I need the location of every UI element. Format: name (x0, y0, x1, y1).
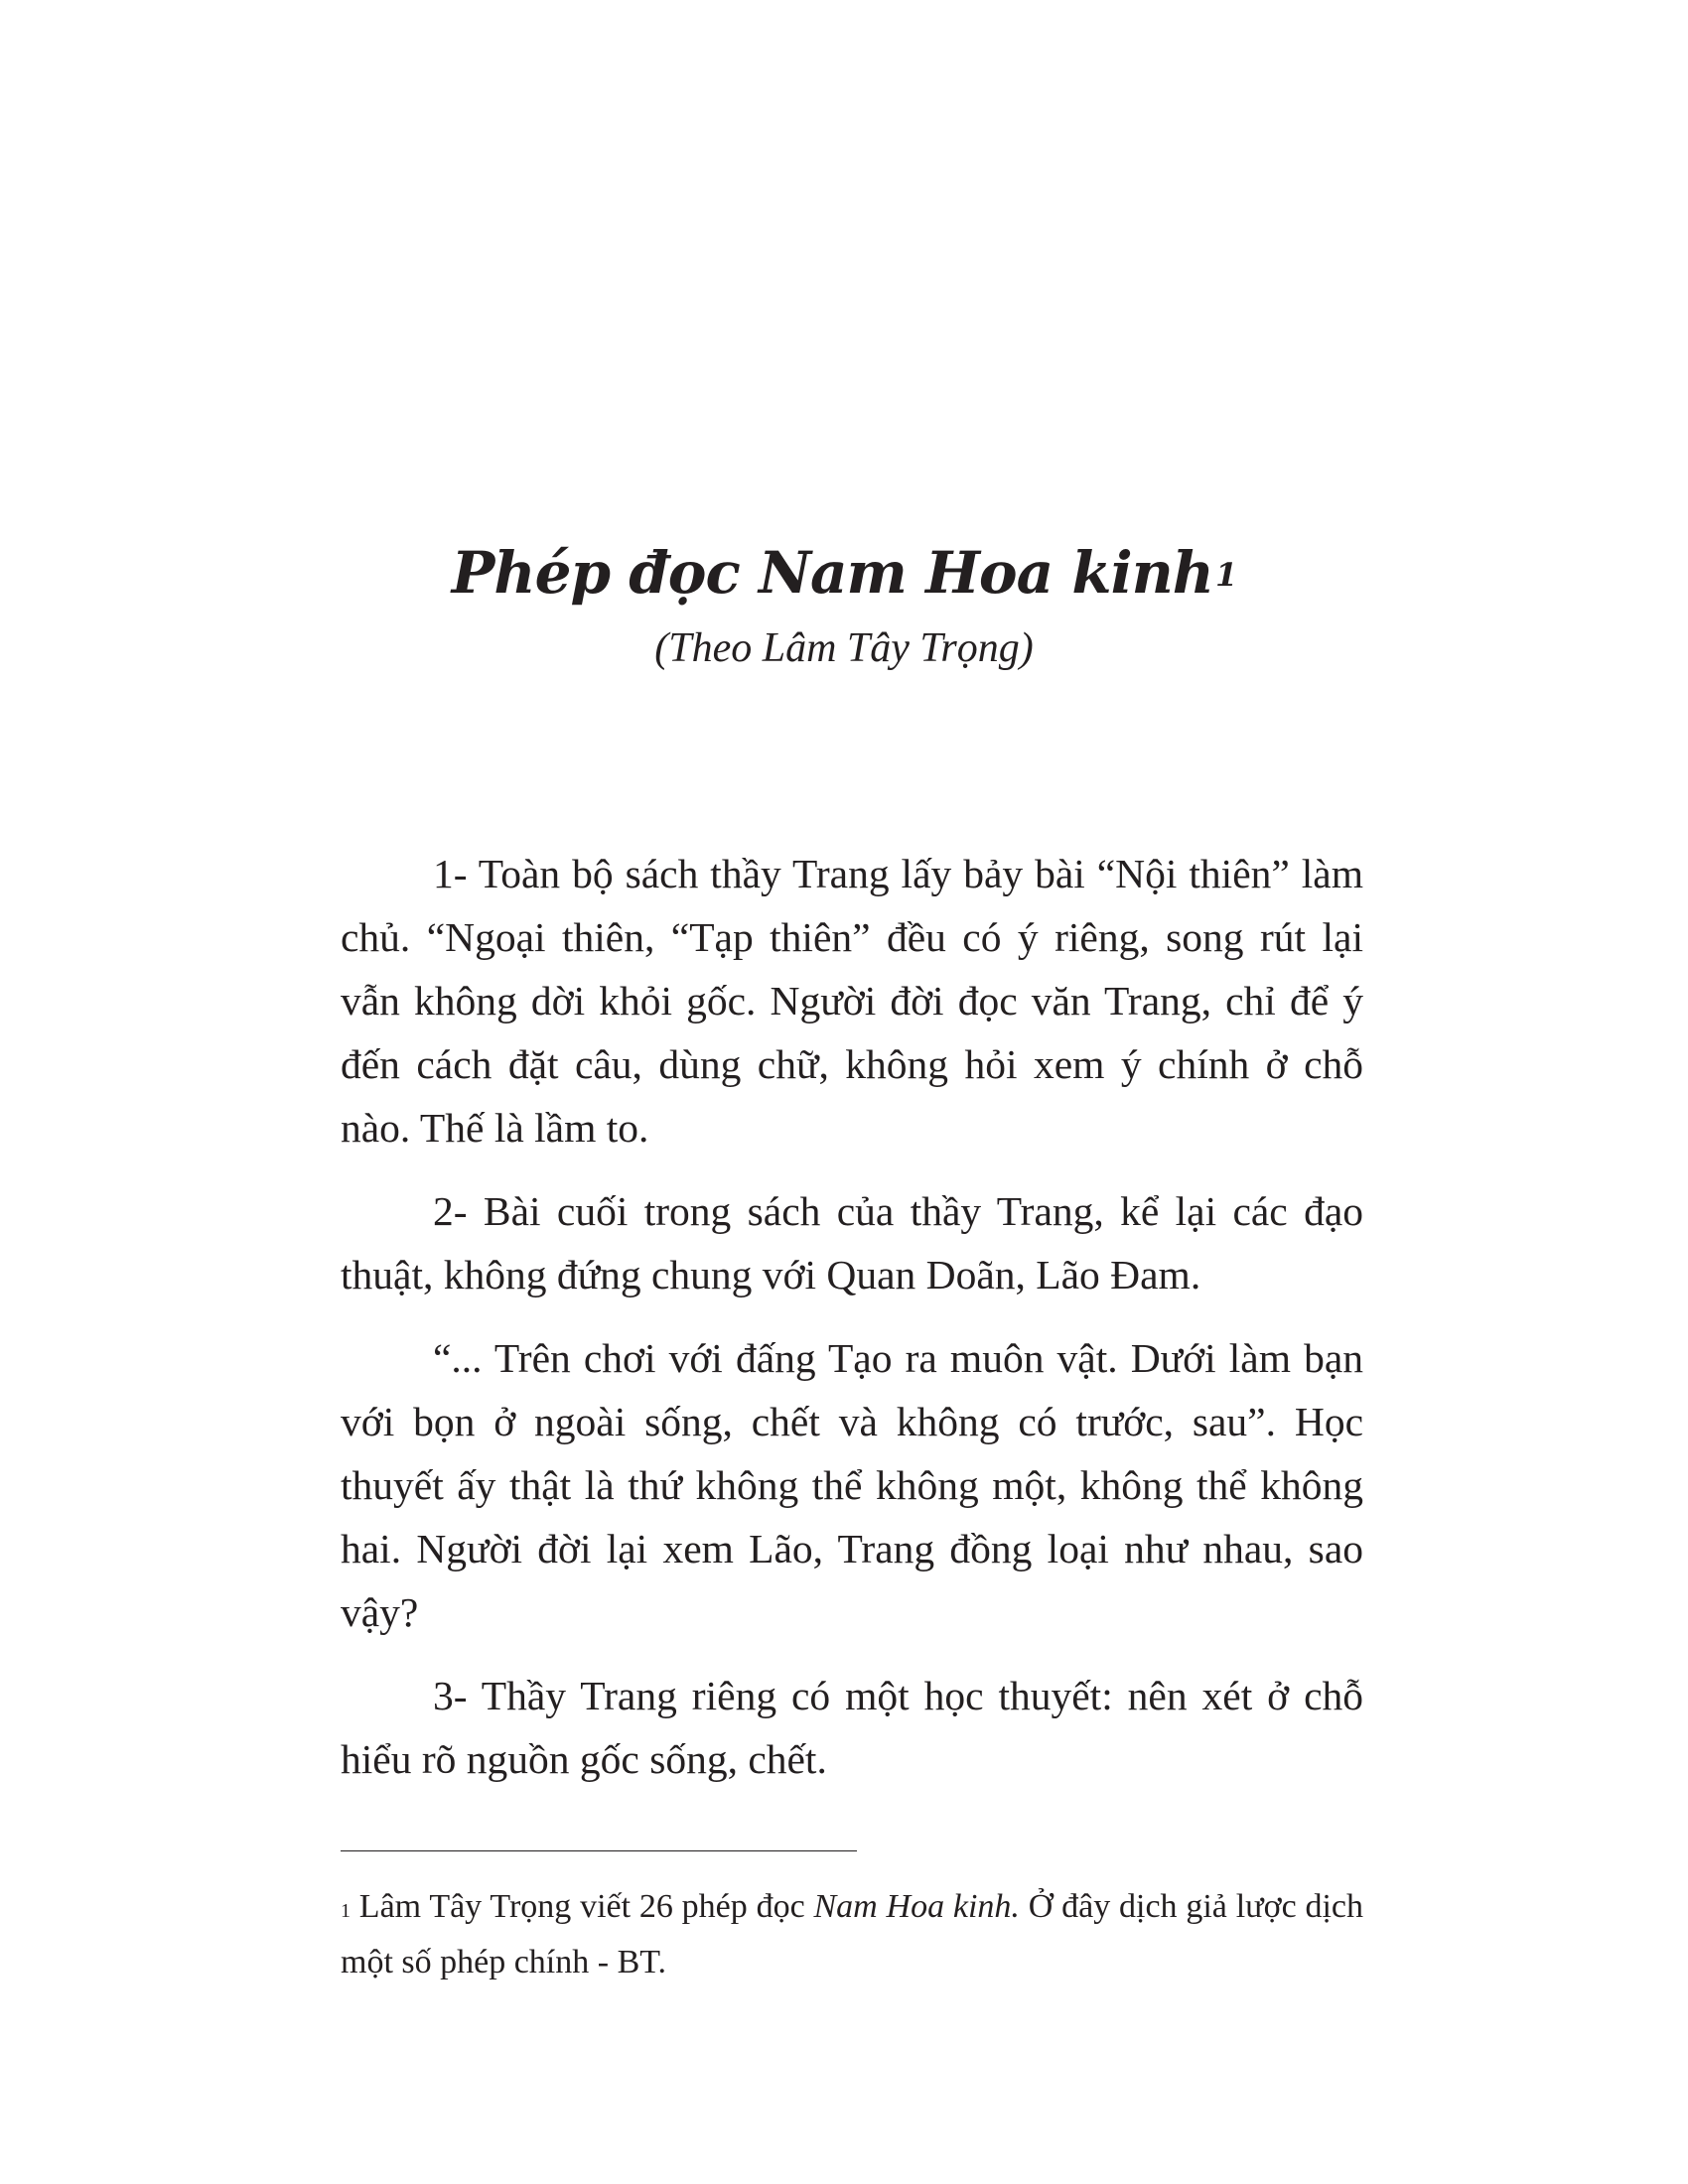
paragraph-2: 2- Bài cuối trong sách của thầy Trang, kể lại các đạo thuật, không đứng chung với Quan Doãn, Lão Đam. (341, 1188, 1363, 1297)
footnote-reference-marker[interactable]: 1 (1214, 556, 1237, 594)
footnote-book-title: Nam Hoa kinh. (813, 1888, 1020, 1925)
footnote-text-start: Lâm Tây Trọng viết 26 phép đọc (351, 1888, 814, 1925)
chapter-subtitle: (Theo Lâm Tây Trọng) (654, 625, 1034, 671)
footnote (341, 1879, 1363, 1990)
heading-block (0, 536, 1688, 677)
footnote-marker: 1 (341, 1900, 351, 1922)
paragraph-3: “... Trên chơi với đấng Tạo ra muôn vật. Dưới làm bạn với bọn ở ngoài sống, chết và không có trước, sau”. Học thuyết ấy thật là thứ không thể không một, không thể không hai. Người đời lại xem Lão, Trang đồng loại như nhau, sao vậy? (341, 1335, 1363, 1635)
chapter-title-text: Phép đọc Nam Hoa kinh (451, 539, 1213, 607)
footnote-text-end: Ở đây dịch giả lược dịch một số phép chính - BT. (341, 1888, 1364, 1980)
footnote-divider (341, 1850, 857, 1851)
chapter-title (0, 536, 1688, 610)
paragraph-1: 1- Toàn bộ sách thầy Trang lấy bảy bài “Nội thiên” làm chủ. “Ngoại thiên, “Tạp thiên” đều có ý riêng, song rút lại vẫn không dời khỏi gốc. Người đời đọc văn Trang, chỉ để ý đến cách đặt câu, dùng chữ, không hỏi xem ý chính ở chỗ nào. Thế là lầm to. (341, 851, 1363, 1151)
body-text (341, 842, 1363, 1811)
paragraph-4: 3- Thầy Trang riêng có một học thuyết: nên xét ở chỗ hiểu rõ nguồn gốc sống, chết. (341, 1673, 1363, 1782)
